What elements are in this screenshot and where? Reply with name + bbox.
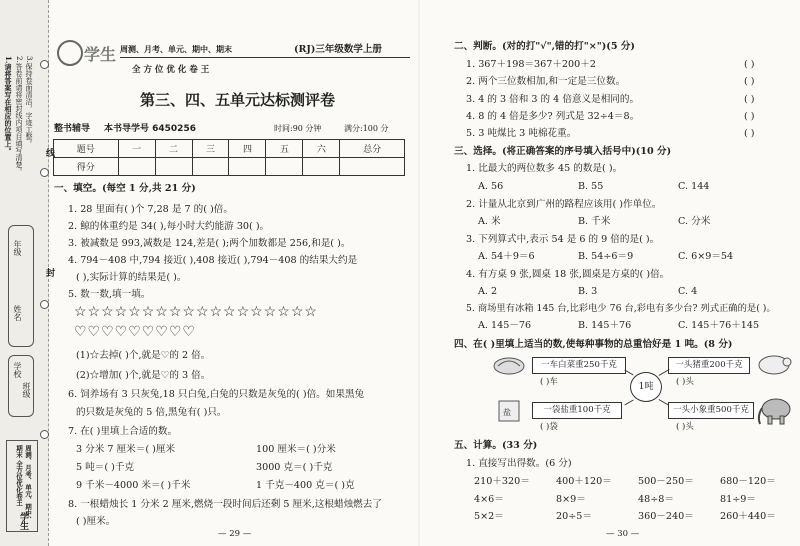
judge-answer[interactable]: ( ): [744, 59, 755, 70]
choice-a: A. 米: [478, 216, 501, 227]
calc-item: 210＋320＝: [474, 476, 530, 487]
score-cell[interactable]: [155, 158, 192, 176]
binding-note: [24, 56, 33, 176]
score-cell[interactable]: [192, 158, 229, 176]
choice-a: A. 2: [478, 286, 498, 297]
choice-q: 4. 有方桌 9 张,圆桌 18 张,圆桌是方桌的( )倍。: [466, 269, 670, 280]
box-salt: 一袋盐重100千克: [532, 402, 622, 419]
judge-answer[interactable]: ( ): [744, 76, 755, 87]
field-grade: 年级: [13, 240, 22, 256]
calc-item: 48÷8＝: [638, 494, 674, 505]
brand-bottom: 全 方 位 优 化 卷 王: [132, 65, 210, 75]
score-cell[interactable]: [266, 158, 303, 176]
choice-q: 2. 计量从北京到广州的路程应该用( )作单位。: [466, 199, 662, 210]
choice-q: 1. 比最大的两位数多 45 的数是( )。: [466, 163, 623, 174]
calc-item: 20÷5＝: [556, 511, 592, 522]
box-pig: 一头猪重200千克: [668, 357, 750, 374]
q8-line1: 8. 一根蜡烛长 1 分米 2 厘米,燃烧一段时间后还剩 5 厘米,这根蜡烛燃去了: [68, 499, 382, 510]
q8-line2: ( )厘米。: [76, 516, 116, 527]
q7-cell: 100 厘米＝( )分米: [256, 444, 336, 455]
elephant-icon: [756, 394, 794, 426]
section-1-title: 一、填空。(每空 1 分,共 21 分): [54, 183, 196, 194]
choice-a: A. 56: [478, 181, 504, 192]
q1: 1. 28 里面有( )个 7,28 是 7 的( )倍。: [68, 204, 233, 215]
score-cell[interactable]: [229, 158, 266, 176]
q7-cell: 5 吨＝( )千克: [76, 462, 135, 473]
th: 题号: [54, 140, 119, 158]
logo-text: 学生: [84, 45, 117, 64]
choice-a: B. 145＋76: [578, 320, 632, 331]
field-name: 姓名: [13, 305, 22, 321]
q7-cell: 3 分米 7 厘米＝( )厘米: [76, 444, 176, 455]
box-elephant: 一头小象重500千克: [668, 402, 754, 419]
row-label: 得分: [54, 158, 119, 176]
binding-hole: [40, 430, 49, 439]
hearts-row: ♡♡♡♡♡♡♡♡♡: [74, 324, 196, 340]
pig-icon: [754, 352, 794, 376]
binding-note: 1.请将答案写在相应的位置上。: [4, 56, 13, 155]
logo: [56, 38, 122, 68]
calc-item: 5×2＝: [474, 511, 504, 522]
calc-item: 400＋120＝: [556, 476, 612, 487]
connector: [624, 400, 633, 406]
section-3-title: 三、选择。(将正确答案的序号填入括号中)(10 分): [454, 146, 672, 157]
field-class: 班级: [22, 382, 31, 398]
q7-cell: 9 千米－4000 米＝( )千米: [76, 480, 191, 491]
calc-item: 500－250＝: [638, 476, 694, 487]
calc-intro: 1. 直接写出得数。(6 分): [466, 458, 572, 469]
binding-margin: [0, 0, 54, 546]
page-number-left: — 29 —: [218, 529, 252, 539]
judge-item: 5. 3 吨煤比 3 吨棉花重。: [466, 128, 577, 139]
calc-item: 360－240＝: [638, 511, 694, 522]
choice-a: B. 54÷6＝9: [578, 251, 634, 262]
logo-vertical: 学生: [18, 512, 28, 530]
score-table-row: [54, 158, 405, 176]
salt-image: [496, 398, 522, 424]
th: 六: [303, 140, 340, 158]
judge-answer[interactable]: ( ): [744, 94, 755, 105]
binding-note-text: 2.答卷前请将密封线内项目填写清楚。: [15, 56, 23, 175]
full-score: 满分:100 分: [344, 124, 389, 133]
q3: 3. 被减数是 993,减数是 124,差是( );两个加数都是 256,和是( )。: [68, 238, 351, 249]
binding-hole: [40, 168, 49, 177]
th: 一: [118, 140, 155, 158]
q5-1: (1)☆去掉( )个,就是♡的 2 倍。: [76, 350, 211, 361]
seal-mark2: 线: [44, 148, 54, 157]
section-2-title: 二、判断。(对的打"√",错的打"×")(5 分): [454, 41, 635, 52]
box-pig-sub[interactable]: ( )头: [676, 377, 694, 387]
logo-icon: [56, 38, 122, 68]
score-table: [53, 139, 405, 176]
binding-note: [14, 56, 23, 176]
q5-2: (2)☆增加( )个,就是♡的 3 倍。: [76, 370, 211, 381]
choice-a: C. 144: [678, 181, 710, 192]
brand-top: 周测、月考、单元、期中、期末: [120, 45, 232, 54]
judge-item: 1. 367＋198＝367＋200＋2: [466, 59, 596, 70]
judge-item: 4. 8 的 4 倍是多少? 列式是 32÷4＝8。: [466, 111, 640, 122]
section-4-title: 四、在( )里填上适当的数,使每种事物的总重恰好是 1 吨。(8 分): [454, 339, 733, 350]
binding-hole: [40, 300, 49, 309]
choice-q: 3. 下列算式中,表示 54 是 6 的 9 倍的是( )。: [466, 234, 660, 245]
page-title: 第三、四、五单元达标测评卷: [140, 91, 336, 109]
calc-item: 81÷9＝: [720, 494, 756, 505]
field-school: 学校: [13, 362, 22, 378]
choice-q: 5. 商场里有冰箱 145 台,比彩电少 76 台,彩电有多少台? 列式正确的是( )。: [466, 303, 776, 314]
th: 四: [229, 140, 266, 158]
calc-item: 260＋440＝: [720, 511, 776, 522]
binding-notes: [4, 56, 13, 176]
right-page: [420, 0, 800, 546]
cabbage-icon: [492, 354, 526, 376]
q6-line1: 6. 饲养场有 3 只灰兔,18 只白兔,白兔的只数是灰兔的( )倍。如果黑兔: [68, 389, 365, 400]
calc-item: 680－120＝: [720, 476, 776, 487]
choice-a: A. 145－76: [478, 320, 532, 331]
q7-cell: 3000 克＝( )千克: [256, 462, 333, 473]
page-number-right: — 30 —: [606, 529, 640, 539]
th: 二: [155, 140, 192, 158]
pig-image: [754, 352, 794, 376]
grade-tag: (RJ)三年级数学上册: [294, 44, 382, 55]
judge-answer[interactable]: ( ): [744, 128, 755, 139]
q5: 5. 数一数,填一填。: [68, 289, 151, 300]
score-cell[interactable]: [118, 158, 155, 176]
section-5-title: 五、计算。(33 分): [454, 440, 538, 451]
th: 总分: [340, 140, 405, 158]
salt-bag-icon: [496, 398, 522, 424]
seal-mark: 封: [44, 268, 54, 277]
calc-item: 8×9＝: [556, 494, 586, 505]
choice-a: C. 分米: [678, 216, 711, 227]
choice-a: B. 千米: [578, 216, 611, 227]
stars-row: ☆☆☆☆☆☆☆☆☆☆☆☆☆☆☆☆☆☆: [74, 304, 318, 320]
guide-code: 本书导学号 6450256: [104, 124, 196, 134]
box-cabbage: 一车白菜重250千克: [532, 357, 626, 374]
score-cell[interactable]: [340, 158, 405, 176]
calc-item: 4×6＝: [474, 494, 504, 505]
box-cabbage-sub[interactable]: ( )车: [540, 377, 558, 387]
q6-line2: 的只数是灰兔的 5 倍,黑兔有( )只。: [76, 407, 227, 418]
binding-note-text: 3.保持卷面清洁，字迹工整。: [25, 56, 33, 147]
q2: 2. 鲸的体重约是 34( ),每小时大约能游 30( )。: [68, 221, 270, 232]
box-salt-sub[interactable]: ( )袋: [540, 422, 558, 432]
q7-cell: 1 千克－400 克＝( )克: [256, 480, 355, 491]
guide-label: 整书辅导: [54, 124, 91, 134]
judge-item: 2. 两个三位数相加,和一定是三位数。: [466, 76, 626, 87]
choice-a: B. 55: [578, 181, 604, 192]
choice-a: B. 3: [578, 286, 598, 297]
salt-label: 盐: [503, 408, 511, 417]
score-cell[interactable]: [303, 158, 340, 176]
choice-a: A. 54＋9＝6: [478, 251, 535, 262]
q4-line2: ( ),实际计算的结果是( )。: [76, 272, 187, 283]
choice-a: C. 6×9＝54: [678, 251, 734, 262]
cabbage-image: [492, 354, 526, 376]
score-table-header: [54, 140, 405, 158]
elephant-image: [756, 394, 794, 426]
choice-a: C. 4: [678, 286, 698, 297]
judge-item: 3. 4 的 3 倍和 3 的 4 倍意义是相同的。: [466, 94, 640, 105]
center-ton: 1吨: [630, 372, 662, 402]
q4-line1: 4. 794－408 中,794 接近( ),408 接近( ),794－408 的结果大约是: [68, 255, 358, 266]
th: 五: [266, 140, 303, 158]
q7: 7. 在( )里填上合适的数。: [68, 426, 178, 437]
choice-a: C. 145＋76＋145: [678, 320, 760, 331]
binding-hole: [40, 60, 49, 69]
exam-time: 时间:90 分钟: [274, 124, 322, 133]
header-rule: [120, 57, 410, 58]
th: 三: [192, 140, 229, 158]
brand-vertical: 周测、月考、单元、期中、期末 全方位优化卷王: [15, 445, 32, 523]
judge-answer[interactable]: ( ): [744, 111, 755, 122]
box-elephant-sub[interactable]: ( )头: [676, 422, 694, 432]
